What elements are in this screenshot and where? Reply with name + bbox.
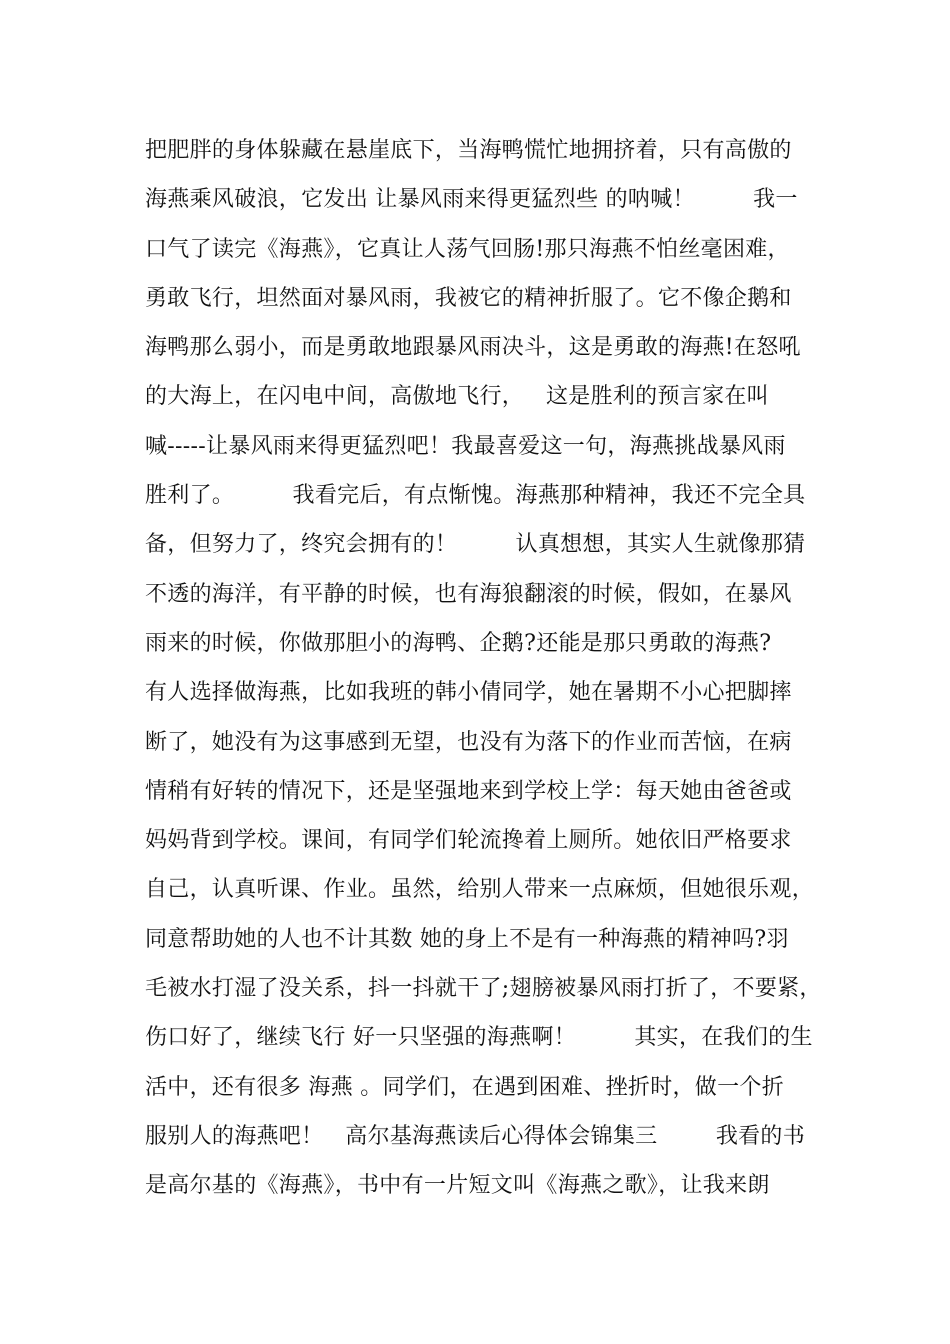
text-line: 海燕乘风破浪，它发出 让暴风雨来得更猛烈些 的呐喊！ 我一 (145, 187, 798, 213)
text-line: 伤口好了，继续飞行 好一只坚强的海燕啊！ 其实，在我们的生 (145, 1025, 813, 1051)
text-line: 服别人的海燕吧！ 高尔基海燕读后心得体会锦集三 我看的书 (145, 1123, 806, 1149)
text-line: 口气了读完《海燕》，它真让人荡气回肠!那只海燕不怕丝毫困难， (145, 236, 790, 262)
text-line: 同意帮助她的人也不计其数 她的身上不是有一种海燕的精神吗?羽 (145, 926, 789, 952)
text-line: 胜利了。 我看完后，有点惭愧。海燕那种精神，我还不完全具 (145, 483, 806, 509)
text-line: 把肥胖的身体躲藏在悬崖底下，当海鸭慌忙地拥挤着，只有高傲的 (145, 138, 792, 163)
text-line: 自己，认真听课、作业。虽然，给别人带来一点麻烦，但她很乐观， (145, 877, 815, 903)
text-line: 海鸭那么弱小，而是勇敢地跟暴风雨决斗，这是勇敢的海燕!在怒吼 (145, 335, 801, 361)
text-line: 雨来的时候，你做那胆小的海鸭、企鹅?还能是那只勇敢的海燕? (145, 630, 772, 656)
text-line: 有人选择做海燕，比如我班的韩小倩同学，她在暑期不小心把脚摔 (145, 680, 792, 706)
text-line: 不透的海洋，有平静的时候，也有海狼翻滚的时候，假如，在暴风 (145, 581, 792, 607)
text-line: 勇敢飞行，坦然面对暴风雨，我被它的精神折服了。它不像企鹅和 (145, 285, 792, 311)
text-line: 妈妈背到学校。课间，有同学们轮流搀着上厕所。她依旧严格要求 (145, 828, 792, 854)
text-line: 活中，还有很多 海燕 。同学们，在遇到困难、挫折时，做一个折 (145, 1074, 784, 1100)
text-line: 是高尔基的《海燕》，书中有一片短文叫《海燕之歌》，让我来朗 (145, 1173, 770, 1199)
text-line: 情稍有好转的情况下，还是坚强地来到学校上学：每天她由爸爸或 (145, 778, 792, 804)
text-line: 备，但努力了，终究会拥有的！ 认真想想，其实人生就像那猜 (145, 532, 806, 558)
text-line: 断了，她没有为这事感到无望，也没有为落下的作业而苦恼，在病 (145, 729, 792, 755)
text-line: 的大海上，在闪电中间，高傲地飞行， 这是胜利的预言家在叫 (145, 384, 769, 410)
body-text (145, 133, 835, 1218)
text-line: 毛被水打湿了没关系，抖一抖就干了;翅膀被暴风雨打折了，不要紧， (145, 976, 822, 1002)
text-line: 喊-----让暴风雨来得更猛烈吧！我最喜爱这一句，海燕挑战暴风雨 (145, 433, 786, 459)
